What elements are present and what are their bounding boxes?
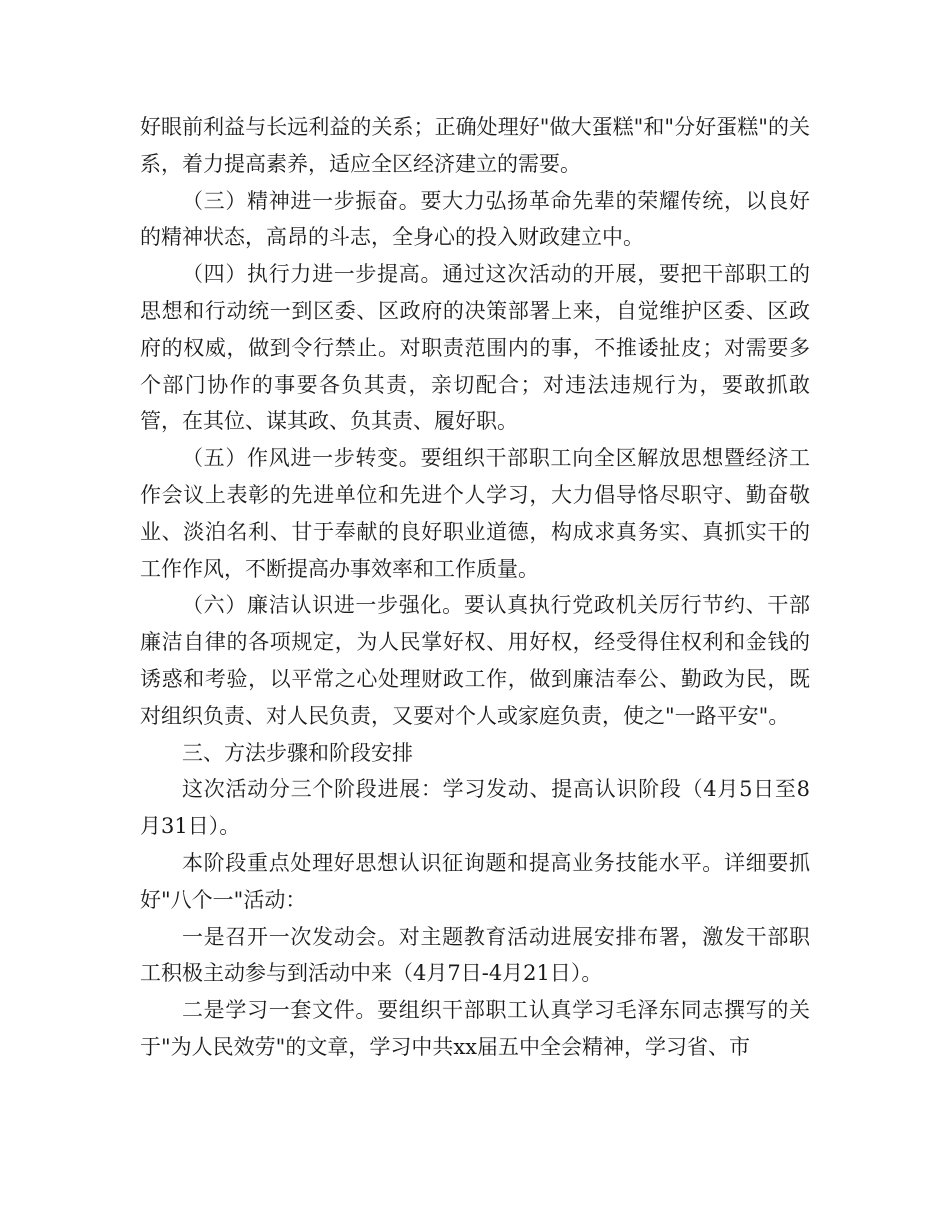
paragraph-integrity: （六）廉洁认识进一步强化。要认真执行党政机关厉行节约、干部廉洁自律的各项规定，为人民掌好权、用好权，经受得住权利和金钱的诱惑和考验，以平常之心处理财政工作，做到廉洁奉公、勤政为民，既对组织负责、对人民负责，又要对个人或家庭负责，使之"一路平安"。 (140, 593, 810, 728)
paragraph-item-one: 一是召开一次发动会。对主题教育活动进展安排布署，激发干部职工积极主动参与到活动中来（4月7日-4月21日）。 (140, 924, 810, 986)
paragraph-execution: （四）执行力进一步提高。通过这次活动的开展，要把干部职工的思想和行动统一到区委、区政府的决策部署上来，自觉维护区委、区政府的权威，做到令行禁止。对职责范围内的事，不推诿扯皮；对需要多个部门协作的事要各负其责，亲切配合；对违法违规行为，要敢抓敢管，在其位、谋其政、负其责、履好职。 (140, 262, 810, 434)
paragraph-focus: 本阶段重点处理好思想认识征询题和提高业务技能水平。详细要抓好"八个一"活动： (140, 850, 810, 912)
document-body (140, 109, 810, 1066)
paragraph-continuation: 好眼前利益与长远利益的关系；正确处理好"做大蛋糕"和"分好蛋糕"的关系，着力提高素养，适应全区经济建立的需要。 (140, 115, 810, 176)
paragraph-spirit: （三）精神进一步振奋。要大力弘扬革命先辈的荣耀传统，以良好的精神状态，高昂的斗志，全身心的投入财政建立中。 (140, 188, 810, 250)
paragraph-work-style: （五）作风进一步转变。要组织干部职工向全区解放思想暨经济工作会议上表彰的先进单位和先进个人学习，大力倡导恪尽职守、勤奋敬业、淡泊名利、甘于奉献的良好职业道德，构成求真务实、真抓实干的工作作风，不断提高办事效率和工作质量。 (140, 446, 810, 581)
paragraph-stages: 这次活动分三个阶段进展：学习发动、提高认识阶段（4月5日至8月31日）。 (140, 777, 810, 839)
section-heading: 三、方法步骤和阶段安排 (182, 740, 413, 765)
paragraph-item-two: 二是学习一套文件。要组织干部职工认真学习毛泽东同志撰写的关于"为人民效劳"的文章，学习中共xx届五中全会精神，学习省、市 (140, 998, 810, 1059)
